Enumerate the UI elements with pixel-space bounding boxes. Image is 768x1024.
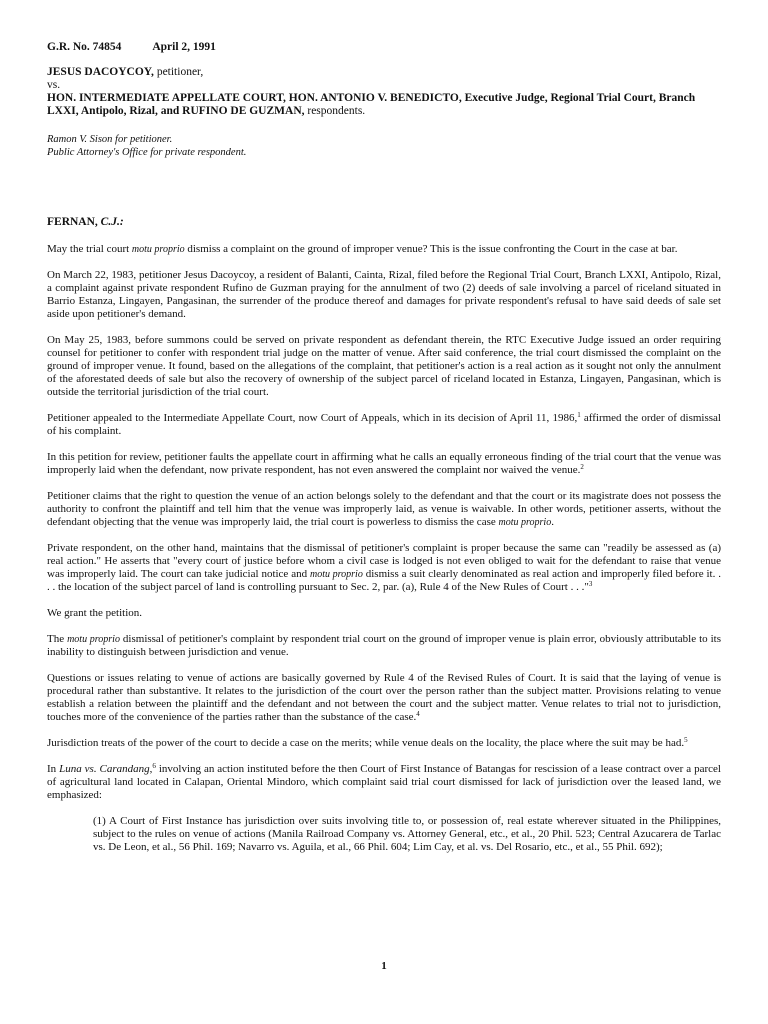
paragraph-9: The motu proprio dismissal of petitioner's complaint by respondent trial court on the ground of improper venue is plain error, obviously attributable to its inability to distinguish between jurisdiction and venue. xyxy=(47,633,721,658)
footnote-ref[interactable]: 5 xyxy=(684,736,688,744)
paragraph-11: Jurisdiction treats of the power of the court to decide a case on the merits; while venue deals on the locality, the place where the suit may be had.$^5$ xyxy=(47,736,688,749)
counsel-block xyxy=(47,134,721,159)
latin-term: motu proprio xyxy=(498,517,552,528)
respondents-line xyxy=(47,92,721,118)
ponente-title: C.J.: xyxy=(100,216,124,228)
paragraph-6: Petitioner claims that the right to question the venue of an action belongs solely to the defendant and that the court or its magistrate does not possess the authority to confront the plaintiff and tell him that the venue was improperly laid, as venue is waivable. In other words, petitioner asserts, without the defendant objecting that the venue was improperly laid, the trial court is powerless to dismiss the case motu proprio. xyxy=(47,490,721,528)
petitioner-line xyxy=(47,66,721,79)
paragraph-4: Petitioner appealed to the Intermediate Appellate Court, now Court of Appeals, which in its decision of April 11, 1986,$^1$ affirmed the order of dismissal of his complaint. xyxy=(47,411,721,437)
footnote-ref[interactable]: 2 xyxy=(580,463,584,471)
case-citation: Luna vs. Carandang xyxy=(59,763,150,775)
respondent-counsel: Public Attorney's Office for private respondent. xyxy=(47,146,247,158)
versus-line: vs. xyxy=(47,79,61,91)
footnote-ref[interactable]: 1 xyxy=(577,411,581,419)
paragraph-12: In Luna vs. Carandang,$^6$ involving an action instituted before the then Court of First Instance of Batangas for rescission of a lease contract over a parcel of agricultural land located in Calapan, Oriental Mindoro, which complaint said trial court dismissed for lack of jurisdiction over the leased land, we emphasized: xyxy=(47,762,721,801)
ponente xyxy=(47,215,721,229)
paragraph-2: On March 22, 1983, petitioner Jesus Dacoycoy, a resident of Balanti, Cainta, Rizal, filed before the Regional Trial Court, Branch LXXI, Antipolo, Rizal, a complaint against private respondent Rufino de Guzman praying for the annulment of two (2) deeds of sale involving a parcel of riceland situated in Barrio Estanza, Lingayen, Pangasinan, the surrender of the produce thereof and damages for private respondent's refusal to have said deeds of sale set aside upon petitioner's demand. xyxy=(47,269,721,320)
petitioner-counsel: Ramon V. Sison for petitioner. xyxy=(47,134,173,145)
latin-term: motu proprio xyxy=(131,244,185,255)
paragraph-8: We grant the petition. xyxy=(47,607,143,619)
respondents-names: HON. INTERMEDIATE APPELLATE COURT, HON. ANTONIO V. BENEDICTO, Executive Judge, Regional Trial Court, Branch LXXI, Antipolo, Rizal, and RUFINO DE GUZMAN, xyxy=(47,92,696,117)
paragraph-7: Private respondent, on the other hand, maintains that the dismissal of petitioner's complaint is proper because the same can "readily be assessed as (a) real action." He asserts that "every court of justice before whom a civil case is lodged is not even obliged to wait for the defendant to raise that venue was improperly laid. The court can take judicial notice and motu proprio dismiss a suit clearly denominated as real action and improperly filed before it. . . . the location of the subject parcel of land is controlling pursuant to Sec. 2, par. (a), Rule 4 of the New Rules of Court . . ."$^3$ xyxy=(47,542,721,593)
paragraph-3: On May 25, 1983, before summons could be served on private respondent as defendant therein, the RTC Executive Judge issued an order requiring counsel for petitioner to confer with respondent trial judge on the matter of venue. After said conference, the trial court dismissed the complaint on the ground of improper venue. It found, based on the allegations of the complaint, that petitioner's action is a real action as it sought not only the annulment of the aforestated deeds of sale but also the recovery of ownership of the subject parcel of riceland located in Estanza, Lingayen, Pangasinan, which is outside the territorial jurisdiction of the trial court. xyxy=(47,334,721,398)
decision-date: April 2, 1991 xyxy=(152,41,216,53)
latin-term: motu proprio xyxy=(310,569,363,580)
case-header xyxy=(47,40,721,54)
paragraph-1: May the trial court motu proprio dismiss a complaint on the ground of improper venue? This is the issue confronting the Court in the case at bar. xyxy=(47,243,678,255)
latin-term: motu proprio xyxy=(67,634,120,645)
quoted-paragraph: (1) A Court of First Instance has jurisdiction over suits involving title to, or possession of, real estate wherever situated in the Philippines, subject to the rules on venue of actions (Manila Railroad Company vs. Attorney General, etc., et al., 20 Phil. 523; Central Azucarera de Tarlac vs. De Leon, et al., 56 Phil. 169; Navarro vs. Aguila, et al., 66 Phil. 604; Lim Cay, et al. vs. Del Rosario, etc., et al., 55 Phil. 692); xyxy=(93,815,721,853)
petitioner-name: JESUS DACOYCOY, xyxy=(47,66,154,78)
page-number: 1 xyxy=(381,960,387,972)
paragraph-5: In this petition for review, petitioner faults the appellate court in affirming what he calls an equally erroneous finding of the trial court that the venue was improperly laid when the defendant, now private respondent, has not even answered the complaint nor waived the venue.$^2$ xyxy=(47,451,721,476)
ponente-name: FERNAN, xyxy=(47,216,98,228)
footnote-ref[interactable]: 6 xyxy=(152,762,156,770)
gr-number: G.R. No. 74854 xyxy=(47,41,122,53)
paragraph-10: Questions or issues relating to venue of actions are basically governed by Rule 4 of the Revised Rules of Court. It is said that the laying of venue is procedural rather than substantive. It relates to the jurisdiction of the court over the person rather than the subject matter. Provisions relating to venue establish a relation between the plaintiff and the defendant and not between the court and the subject matter. Venue relates to trial not to jurisdiction, touches more of the convenience of the parties rather than the substance of the case.$^4$ xyxy=(47,672,721,723)
respondents-role: respondents. xyxy=(304,105,366,117)
petitioner-role: petitioner, xyxy=(153,66,204,78)
footnote-ref[interactable]: 3 xyxy=(588,580,593,588)
footnote-ref[interactable]: 4 xyxy=(416,710,420,718)
